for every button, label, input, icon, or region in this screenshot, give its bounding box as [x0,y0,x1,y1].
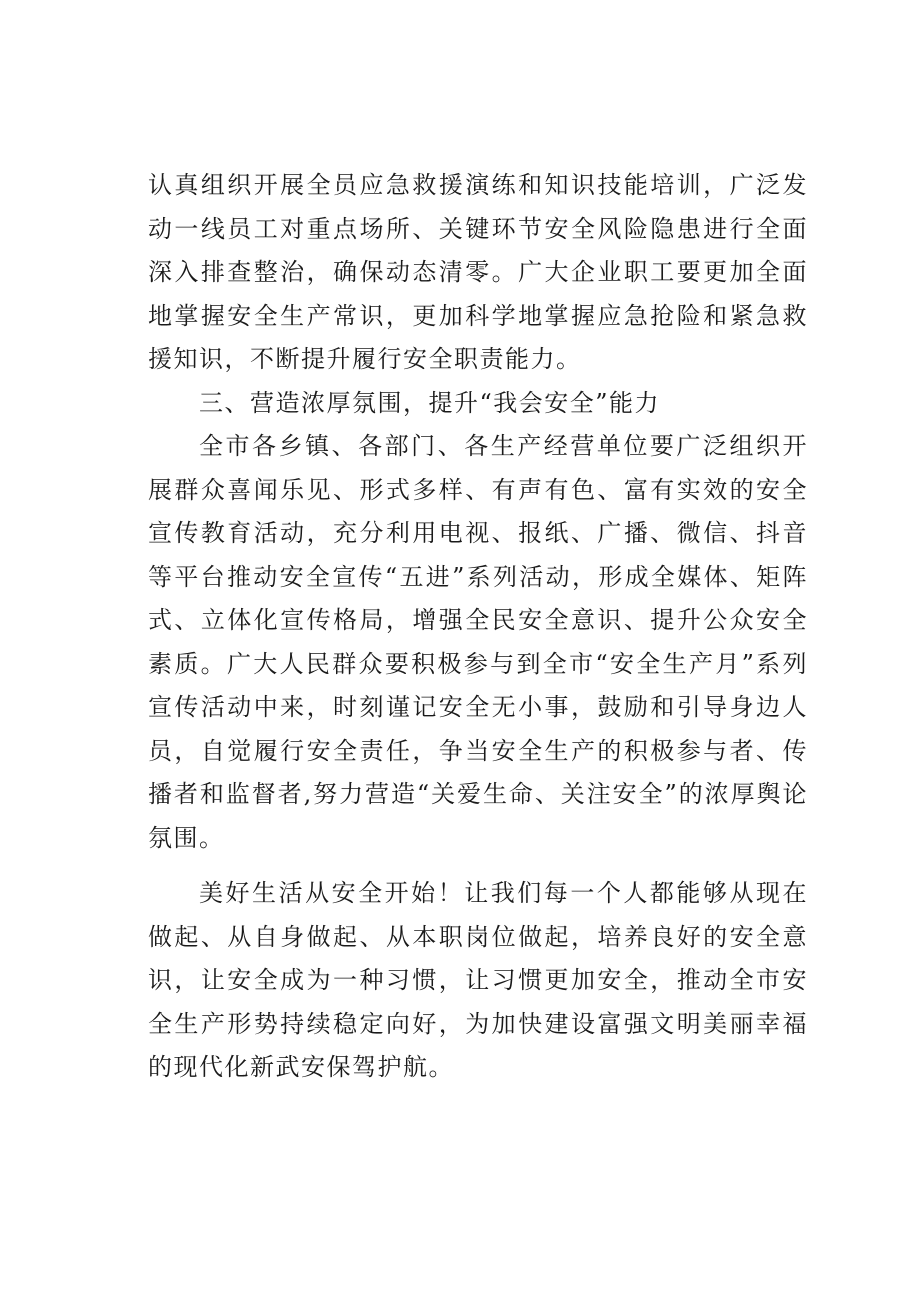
section-three-heading: 三、营造浓厚氛围，提升“我会安全”能力 [199,388,661,417]
document-body [148,164,808,1090]
section-three-body: 全市各乡镇、各部门、各生产经营单位要广泛组织开展群众喜闻乐见、形式多样、有声有色、富有实效的安全宣传教育活动，充分利用电视、报纸、广播、微信、抖音等平台推动安全宣传“五进”系列活动，形成全媒体、矩阵式、立体化宣传格局，增强全民安全意识、提升公众安全素质。广大人民群众要积极参与到全市“安全生产月”系列宣传活动中来，时刻谨记安全无小事，鼓励和引导身边人员，自觉履行安全责任，争当安全生产的积极参与者、传播者和监督者,努力营造“关爱生命、关注安全”的浓厚舆论氛围。 [148,432,808,852]
paragraph-gap [148,860,808,872]
continuation-paragraph: 认真组织开展全员应急救援演练和知识技能培训，广泛发动一线员工对重点场所、关键环节安全风险隐患进行全面深入排查整治，确保动态清零。广大企业职工要更加全面地掌握安全生产常识，更加科学地掌握应急抢险和紧急救援知识，不断提升履行安全职责能力。 [148,171,808,373]
closing-paragraph: 美好生活从安全开始！让我们每一个人都能够从现在做起、从自身做起、从本职岗位做起，培养良好的安全意识，让安全成为一种习惯，让习惯更加安全，推动全市安全生产形势持续稳定向好，为加快建设富强文明美丽幸福的现代化新武安保驾护航。 [148,879,808,1081]
